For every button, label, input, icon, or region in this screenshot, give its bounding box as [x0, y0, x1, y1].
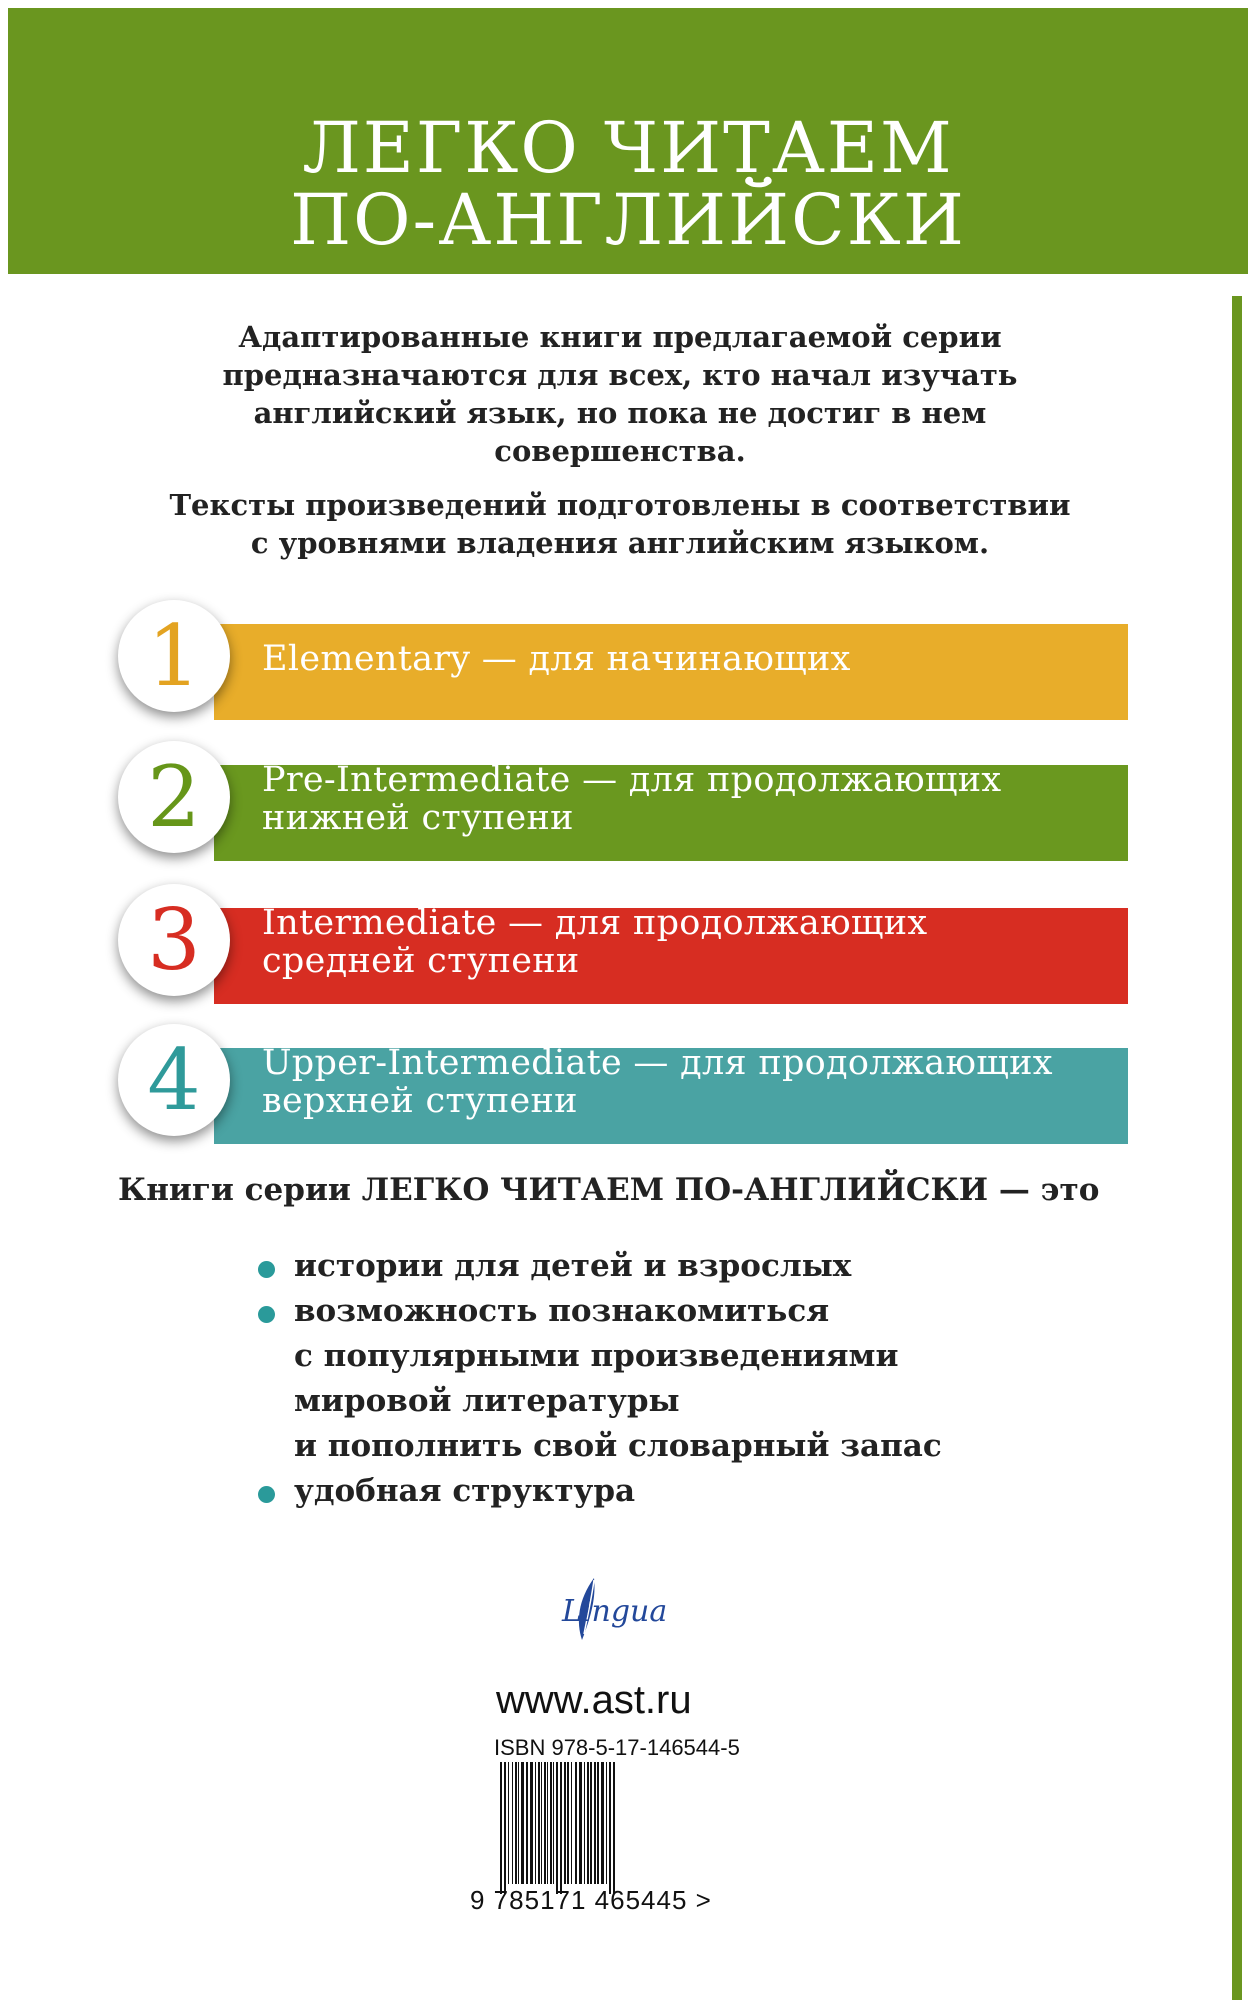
- level-number-badge: 4: [118, 1024, 230, 1136]
- barcode-bar: [579, 1762, 582, 1884]
- barcode-bar: [500, 1762, 502, 1894]
- level-elementary: [118, 600, 1128, 724]
- barcode-bar: [544, 1762, 546, 1884]
- barcode-bar: [567, 1762, 569, 1884]
- intro-line: предназначаются для всех, кто начал изучать: [222, 358, 1018, 392]
- barcode-bar: [518, 1762, 519, 1884]
- level-label: [262, 640, 851, 678]
- intro-line: Адаптированные книги предлагаемой серии: [238, 320, 1002, 354]
- list-item-line: с популярными произведениями: [294, 1338, 899, 1374]
- intro-paragraph-2: [120, 486, 1120, 562]
- feature-list: [258, 1244, 1158, 1514]
- series-title-line-2: ПО-АНГЛИЙСКИ: [290, 179, 966, 261]
- list-item-line: удобная структура: [294, 1473, 636, 1509]
- barcode-bar: [606, 1762, 607, 1884]
- green-side-rule: [1232, 296, 1242, 2000]
- barcode-bar: [553, 1762, 554, 1884]
- barcode-bar: [508, 1762, 509, 1884]
- barcode-bar: [521, 1762, 524, 1884]
- level-upper-intermediate: [118, 1024, 1128, 1148]
- intro-paragraph-1: [120, 318, 1120, 470]
- list-item: [258, 1289, 1158, 1469]
- level-label-line: нижней ступени: [262, 798, 574, 838]
- series-description-heading: Книги серии ЛЕГКО ЧИТАЕМ ПО-АНГЛИЙСКИ — это: [118, 1172, 1100, 1208]
- level-label-line: Upper-Intermediate — для продолжающих: [262, 1043, 1053, 1083]
- barcode-bar: [535, 1762, 536, 1884]
- barcode-digits: 9 785171 465445 >: [470, 1885, 712, 1915]
- barcode: [494, 1762, 752, 1898]
- level-label-line: Intermediate — для продолжающих: [262, 903, 928, 943]
- level-number-badge: 1: [118, 600, 230, 712]
- lingua-logo: [548, 1570, 698, 1650]
- barcode-bar: [587, 1762, 589, 1884]
- intro-line: Тексты произведений подготовлены в соответствии: [169, 488, 1071, 522]
- list-item-line: и пополнить свой словарный запас: [294, 1428, 942, 1464]
- level-label-line: Pre-Intermediate — для продолжающих: [262, 760, 1002, 800]
- barcode-bar: [609, 1762, 611, 1894]
- barcode-bar: [504, 1762, 506, 1894]
- level-label-line: Elementary — для начинающих: [262, 639, 851, 679]
- intro-line: английский язык, но пока не достиг в нем: [253, 396, 987, 430]
- barcode-bar: [556, 1762, 558, 1894]
- barcode-bar: [590, 1762, 592, 1884]
- barcode-bar: [530, 1762, 533, 1884]
- level-label-line: средней ступени: [262, 941, 580, 981]
- barcode-bar: [550, 1762, 552, 1884]
- barcode-bar: [560, 1762, 562, 1894]
- level-label: [262, 1044, 1053, 1120]
- level-pre-intermediate: [118, 741, 1128, 865]
- barcode-bar: [613, 1762, 615, 1894]
- level-intermediate: [118, 884, 1128, 1008]
- list-item-line: мировой литературы: [294, 1383, 680, 1419]
- barcode-bar: [571, 1762, 572, 1884]
- level-label: [262, 904, 927, 980]
- barcode-bar: [538, 1762, 540, 1884]
- barcode-bar: [515, 1762, 517, 1884]
- barcode-bar: [601, 1762, 604, 1884]
- level-number-badge: 2: [118, 741, 230, 853]
- barcode-bar: [541, 1762, 542, 1884]
- barcode-bar: [547, 1762, 548, 1884]
- bullet-dot-icon: [258, 1486, 275, 1503]
- barcode-bar: [597, 1762, 599, 1884]
- bullet-dot-icon: [258, 1261, 275, 1278]
- series-title: [8, 107, 1248, 261]
- list-item: [258, 1244, 1158, 1289]
- series-title-line-1: ЛЕГКО ЧИТАЕМ: [302, 107, 954, 189]
- intro-line: с уровнями владения английским языком.: [250, 526, 990, 560]
- isbn-text: ISBN 978-5-17-146544-5: [494, 1735, 740, 1760]
- list-item-line: истории для детей и взрослых: [294, 1248, 852, 1284]
- publisher-website: www.ast.ru: [496, 1678, 692, 1722]
- list-item: [258, 1469, 1158, 1514]
- level-label-line: верхней ступени: [262, 1081, 578, 1121]
- level-number-badge: 3: [118, 884, 230, 996]
- barcode-bar: [594, 1762, 596, 1884]
- header-banner: [8, 8, 1248, 274]
- list-item-line: возможность познакомиться: [294, 1293, 830, 1329]
- barcode-bar: [584, 1762, 585, 1884]
- barcode-bar: [564, 1762, 566, 1884]
- intro-line: совершенства.: [494, 434, 746, 468]
- barcode-bar: [512, 1762, 513, 1884]
- barcode-bar: [575, 1762, 577, 1884]
- logo-wordmark: Lingua: [562, 1594, 668, 1629]
- bullet-dot-icon: [258, 1306, 275, 1323]
- level-label: [262, 761, 1001, 837]
- barcode-bar: [526, 1762, 528, 1884]
